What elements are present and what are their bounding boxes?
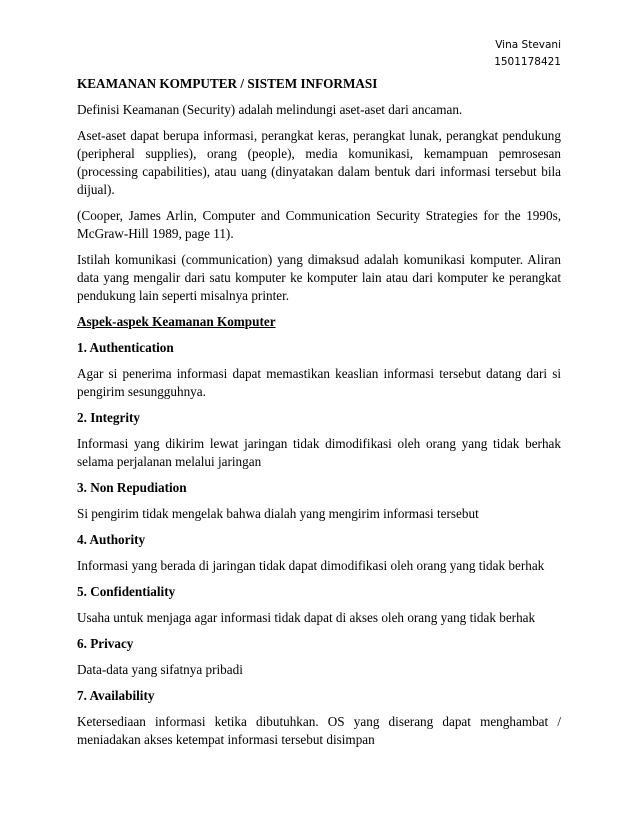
assets-paragraph: Aset-aset dapat berupa informasi, perangkat keras, perangkat lunak, perangkat pendukung (peripheral supplies), orang (people), media komunikasi, kemampuan pemrosesan (processing capabilities), atau uang (dinyatakan dalam bentuk dari informasi tersebut bila dijual). — [77, 128, 561, 197]
page-header — [494, 37, 561, 71]
aspect-heading-confidentiality: 5. Confidentiality — [77, 584, 176, 599]
aspect-text-non-repudiation: Si pengirim tidak mengelak bahwa dialah yang mengirim informasi tersebut — [77, 506, 479, 521]
aspect-text-integrity: Informasi yang dikirim lewat jaringan tidak dimodifikasi oleh orang yang tidak berhak selama perjalanan melalui jaringan — [77, 436, 561, 469]
citation-paragraph: (Cooper, James Arlin, Computer and Communication Security Strategies for the 1990s, McGraw-Hill 1989, page 11). — [77, 208, 561, 241]
aspect-heading-integrity: 2. Integrity — [77, 410, 140, 425]
document-title: KEAMANAN KOMPUTER / SISTEM INFORMASI — [77, 76, 378, 91]
section-heading: Aspek-aspek Keamanan Komputer — [77, 314, 276, 329]
student-id: 1501178421 — [494, 56, 561, 68]
aspect-heading-authentication: 1. Authentication — [77, 340, 174, 355]
definition-paragraph: Definisi Keamanan (Security) adalah melindungi aset-aset dari ancaman. — [77, 102, 463, 117]
author-name: Vina Stevani — [495, 39, 561, 51]
aspect-text-authentication: Agar si penerima informasi dapat memastikan keaslian informasi tersebut datang dari si pengirim sesungguhnya. — [77, 366, 561, 399]
aspect-heading-authority: 4. Authority — [77, 532, 146, 547]
aspect-text-authority: Informasi yang berada di jaringan tidak dapat dimodifikasi oleh orang yang tidak berhak — [77, 558, 545, 573]
communication-paragraph: Istilah komunikasi (communication) yang dimaksud adalah komunikasi komputer. Aliran data yang mengalir dari satu komputer ke komputer lain atau dari komputer ke perangkat pendukung lain seperti misalnya printer. — [77, 252, 561, 303]
aspect-text-availability: Ketersediaan informasi ketika dibutuhkan. OS yang diserang dapat menghambat / meniadakan akses ketempat informasi tersebut disimpan — [77, 714, 561, 747]
aspect-heading-non-repudiation: 3. Non Repudiation — [77, 480, 187, 495]
aspect-heading-privacy: 6. Privacy — [77, 636, 134, 651]
aspect-heading-availability: 7. Availability — [77, 688, 155, 703]
aspect-text-confidentiality: Usaha untuk menjaga agar informasi tidak dapat di akses oleh orang yang tidak berhak — [77, 610, 536, 625]
document-body — [77, 75, 561, 757]
aspect-text-privacy: Data-data yang sifatnya pribadi — [77, 662, 243, 677]
